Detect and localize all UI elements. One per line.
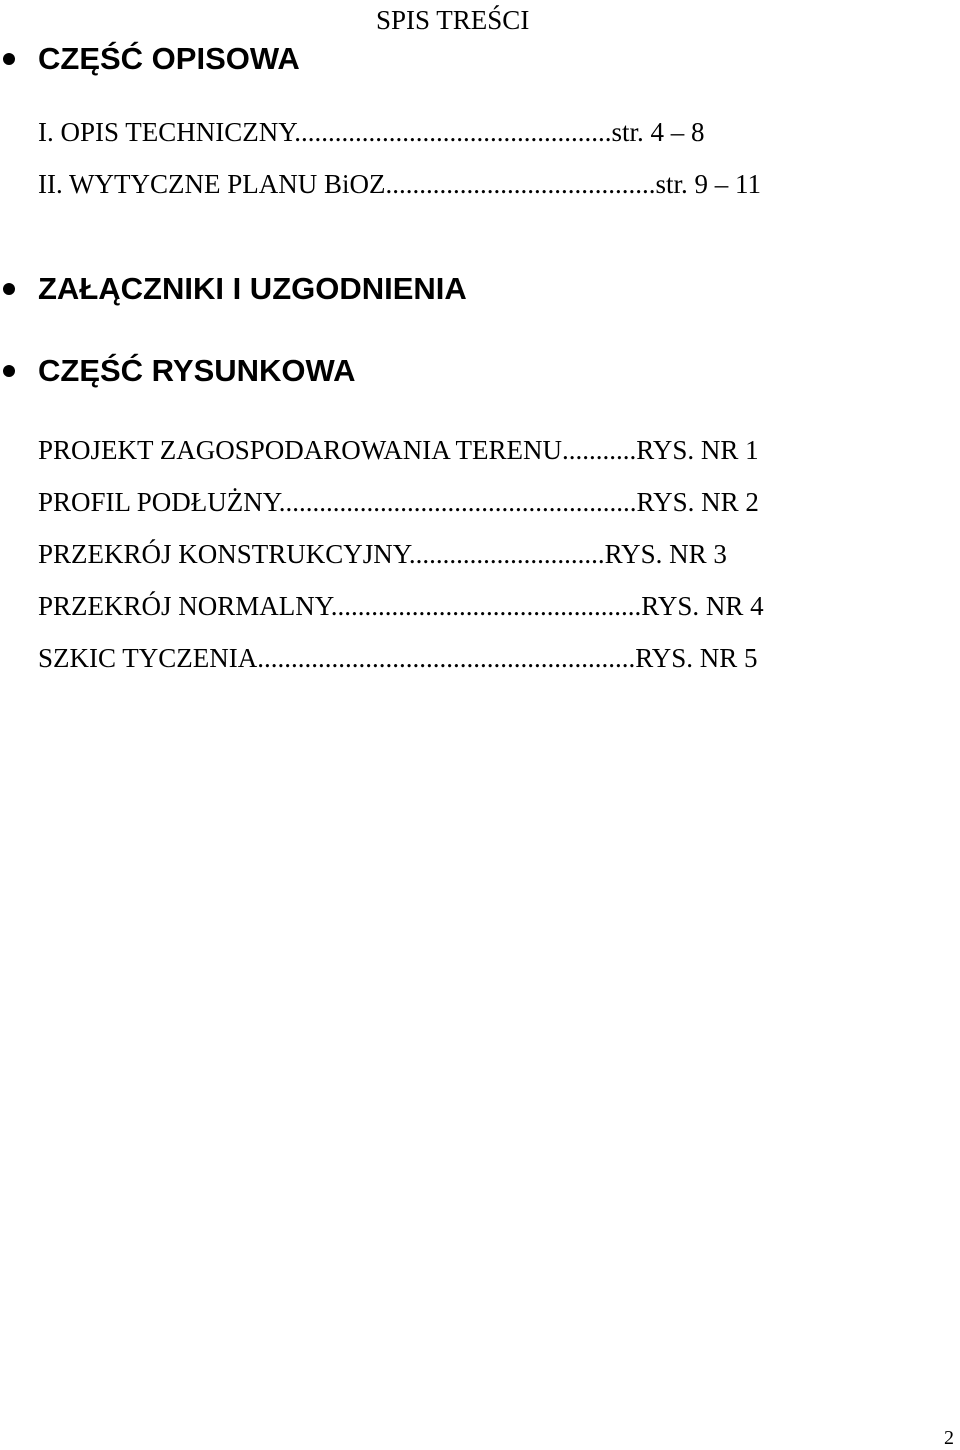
toc-entry-leader: ........................................................ [257, 643, 636, 673]
toc-entry-technical-description [38, 116, 705, 148]
toc-entry-leader: ............................. [408, 539, 605, 569]
toc-entry-label: PRZEKRÓJ KONSTRUKCYJNY [38, 539, 409, 569]
toc-entry-label: PROFIL PODŁUŻNY [38, 487, 279, 517]
toc-entry-label: PROJEKT ZAGOSPODAROWANIA TERENU [38, 435, 563, 465]
toc-entry-label: SZKIC TYCZENIA [38, 643, 258, 673]
section-heading-text: CZĘŚĆ RYSUNKOWA [38, 353, 356, 388]
toc-entry-bioz-guidelines [38, 168, 761, 200]
bullet-icon [3, 283, 15, 295]
toc-title: SPIS TREŚCI [376, 5, 530, 35]
toc-entry-leader: .............................................. [330, 591, 642, 621]
toc-entry-site-development-plan [38, 434, 759, 466]
section-heading-descriptive [0, 40, 960, 80]
toc-entry-normal-cross-section [38, 590, 764, 622]
toc-entry-label: II. WYTYCZNE PLANU BiOZ [38, 169, 386, 199]
toc-entry-ref: RYS. NR 3 [604, 539, 727, 569]
bullet-icon [3, 53, 15, 65]
toc-entry-ref: RYS. NR 1 [636, 435, 759, 465]
toc-entry-leader: ........................................ [385, 169, 656, 199]
toc-entry-label: PRZEKRÓJ NORMALNY [38, 591, 331, 621]
toc-entry-leader: ........... [562, 435, 637, 465]
toc-entry-leader: ..................................................... [278, 487, 637, 517]
section-heading-attachments [0, 270, 960, 310]
page-number: 2 [944, 1427, 954, 1449]
toc-entry-label: I. OPIS TECHNICZNY [38, 117, 295, 147]
section-heading-drawings [0, 352, 960, 392]
toc-entry-ref: RYS. NR 4 [641, 591, 764, 621]
toc-entry-construction-cross-section [38, 538, 727, 570]
bullet-icon [3, 365, 15, 377]
toc-entry-ref: RYS. NR 5 [635, 643, 758, 673]
section-heading-text: CZĘŚĆ OPISOWA [38, 41, 300, 76]
toc-entry-ref: str. 9 – 11 [655, 169, 761, 199]
section-heading-text: ZAŁĄCZNIKI I UZGODNIENIA [38, 271, 467, 306]
toc-entry-staking-sketch [38, 642, 758, 674]
toc-entry-ref: RYS. NR 2 [636, 487, 759, 517]
toc-entry-longitudinal-profile [38, 486, 759, 518]
toc-entry-leader: ............................................... [294, 117, 612, 147]
toc-entry-ref: str. 4 – 8 [611, 117, 705, 147]
